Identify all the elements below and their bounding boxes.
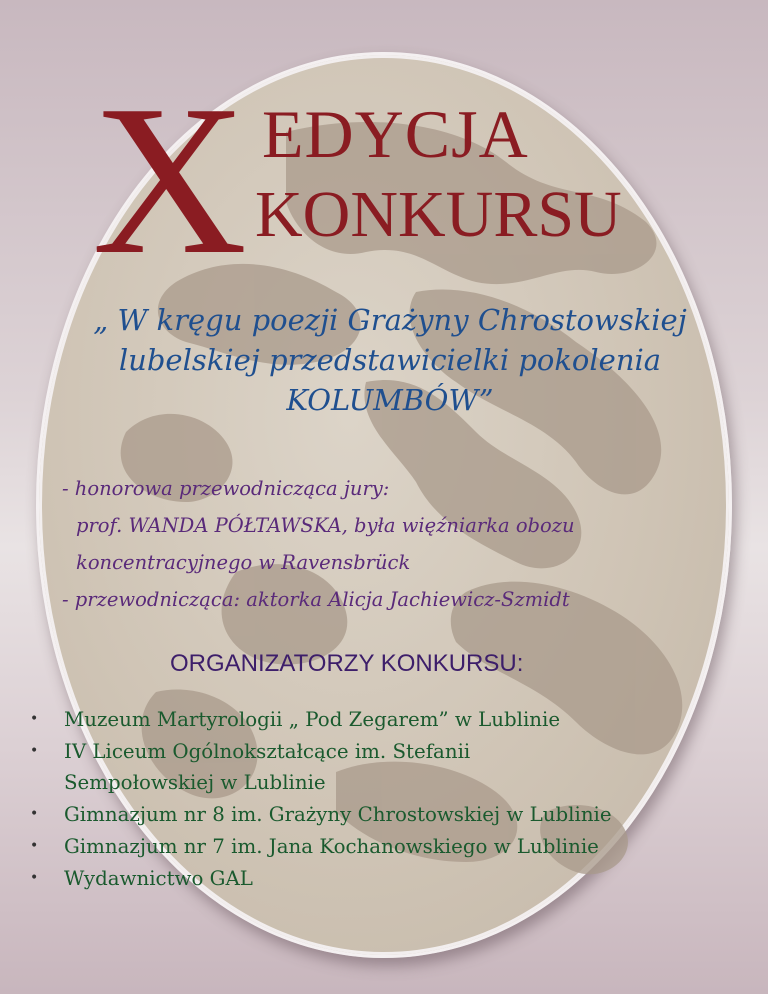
list-item	[30, 704, 750, 735]
organizer-name: Wydawnictwo GAL	[64, 867, 253, 890]
list-item	[30, 831, 750, 862]
organizer-name: Gimnazjum nr 7 im. Jana Kochanowskiego w Lublinie	[64, 835, 599, 858]
organizer-name: IV Liceum Ogólnokształcące im. Stefanii Sempołowskiej w Lublinie	[64, 740, 471, 794]
bullet-icon: •	[30, 743, 39, 759]
bullet-icon: •	[30, 711, 39, 727]
jury-honorary-name: prof. WANDA PÓŁTAWSKA, była więźniarka obozu	[76, 514, 575, 537]
organizer-name: Muzeum Martyrologii „ Pod Zegarem” w Lublinie	[64, 708, 561, 731]
bullet-icon: •	[30, 838, 39, 854]
organizer-name: Gimnazjum nr 8 im. Grażyny Chrostowskiej w Lublinie	[64, 803, 612, 826]
subtitle-line-3: KOLUMBÓW”	[286, 383, 494, 417]
title-line-edition: EDYCJA	[262, 96, 529, 172]
edition-numeral: X	[92, 60, 248, 299]
jury-info	[62, 470, 752, 618]
organizers-list	[30, 704, 750, 895]
bullet-icon: •	[30, 806, 39, 822]
list-item	[30, 863, 750, 894]
list-item	[30, 736, 624, 798]
list-item	[30, 799, 750, 830]
bullet-icon: •	[30, 870, 39, 886]
jury-honorary-detail: koncentracyjnego w Ravensbrück	[76, 551, 411, 574]
organizers-heading: ORGANIZATORZY KONKURSU:	[170, 650, 524, 677]
title-line-contest: KONKURSU	[255, 178, 622, 251]
jury-honorary-label: - honorowa przewodnicząca jury:	[62, 477, 390, 500]
subtitle-line-2: lubelskiej przedstawicielki pokolenia	[118, 343, 662, 377]
contest-subtitle	[30, 300, 750, 420]
jury-chair: - przewodnicząca: aktorka Alicja Jachiewicz-Szmidt	[62, 588, 570, 611]
subtitle-line-1: „ W kręgu poezji Grażyny Chrostowskiej	[93, 303, 687, 337]
